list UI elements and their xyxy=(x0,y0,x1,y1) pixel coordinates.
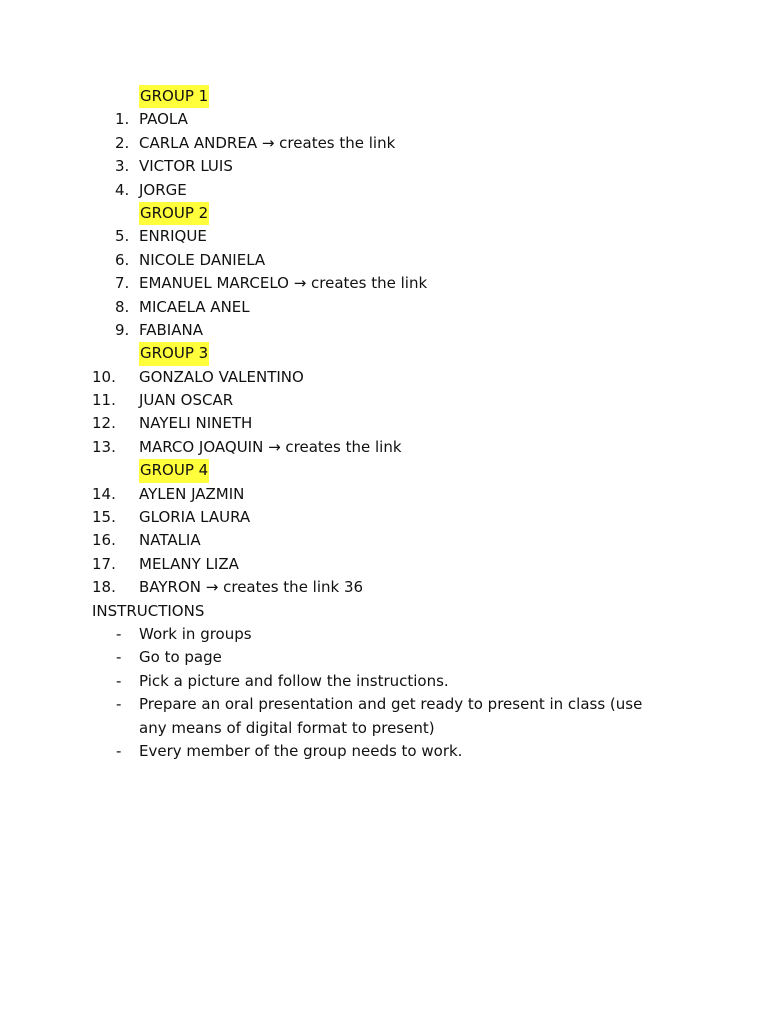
item-number: 11. xyxy=(92,391,116,410)
instruction-text: Go to page xyxy=(139,648,222,667)
bullet-dash: - xyxy=(116,695,122,714)
bullet-dash: - xyxy=(116,648,122,667)
item-number: 12. xyxy=(92,414,116,433)
list-item xyxy=(92,553,692,576)
list-item xyxy=(92,436,692,459)
list-item xyxy=(92,366,692,389)
item-number: 14. xyxy=(92,484,116,503)
item-number: 18. xyxy=(92,578,116,597)
member-name: AYLEN JAZMIN xyxy=(139,484,245,503)
group-heading-row xyxy=(92,459,692,482)
item-number: 10. xyxy=(92,367,116,386)
member-name: MELANY LIZA xyxy=(139,554,239,573)
member-name: CARLA ANDREA → creates the link xyxy=(139,133,396,152)
item-number: 16. xyxy=(92,531,116,550)
item-number: 6. xyxy=(115,250,130,269)
list-item xyxy=(92,272,692,295)
item-number: 9. xyxy=(115,320,130,339)
document-content xyxy=(92,85,692,763)
list-item xyxy=(92,483,692,506)
list-item xyxy=(92,576,692,599)
item-number: 15. xyxy=(92,508,116,527)
instructions-heading: INSTRUCTIONS xyxy=(92,601,205,620)
instruction-text: Work in groups xyxy=(139,624,252,643)
instructions-heading-row xyxy=(92,600,692,623)
member-name: NAYELI NINETH xyxy=(139,414,253,433)
instruction-item xyxy=(92,623,692,646)
instruction-text: Every member of the group needs to work. xyxy=(139,741,463,760)
group-heading-row xyxy=(92,85,692,108)
member-name: EMANUEL MARCELO → creates the link xyxy=(139,274,428,293)
list-item xyxy=(92,506,692,529)
instruction-item xyxy=(92,693,692,740)
list-item xyxy=(92,155,692,178)
member-name: JUAN OSCAR xyxy=(139,391,234,410)
group-heading-row xyxy=(92,342,692,365)
list-item xyxy=(92,296,692,319)
instruction-text: Pick a picture and follow the instructions. xyxy=(139,671,449,690)
member-name: MICAELA ANEL xyxy=(139,297,250,316)
instruction-item xyxy=(92,740,692,763)
item-number: 2. xyxy=(115,133,130,152)
member-name: BAYRON → creates the link 36 xyxy=(139,578,364,597)
list-item xyxy=(92,389,692,412)
list-item xyxy=(92,225,692,248)
member-name: NATALIA xyxy=(139,531,201,550)
member-name: MARCO JOAQUIN → creates the link xyxy=(139,437,402,456)
bullet-dash: - xyxy=(116,671,122,690)
group-label: GROUP 4 xyxy=(139,459,209,482)
item-number: 5. xyxy=(115,227,130,246)
item-number: 8. xyxy=(115,297,130,316)
item-number: 1. xyxy=(115,110,130,129)
list-item xyxy=(92,108,692,131)
list-item xyxy=(92,412,692,435)
list-item xyxy=(92,132,692,155)
member-name: NICOLE DANIELA xyxy=(139,250,266,269)
item-number: 17. xyxy=(92,554,116,573)
member-name: GLORIA LAURA xyxy=(139,508,251,527)
member-name: JORGE xyxy=(139,180,187,199)
group-label: GROUP 2 xyxy=(139,202,209,225)
item-number: 3. xyxy=(115,157,130,176)
member-name: ENRIQUE xyxy=(139,227,207,246)
member-name: VICTOR LUIS xyxy=(139,157,233,176)
list-item xyxy=(92,179,692,202)
member-name: FABIANA xyxy=(139,320,203,339)
group-label: GROUP 3 xyxy=(139,342,209,365)
instruction-text: Prepare an oral presentation and get ready to present in class (use any means of digital format to present) xyxy=(139,695,643,737)
item-number: 4. xyxy=(115,180,130,199)
list-item xyxy=(92,529,692,552)
bullet-dash: - xyxy=(116,741,122,760)
list-item xyxy=(92,319,692,342)
member-name: PAOLA xyxy=(139,110,188,129)
list-item xyxy=(92,249,692,272)
bullet-dash: - xyxy=(116,624,122,643)
member-name: GONZALO VALENTINO xyxy=(139,367,304,386)
group-heading-row xyxy=(92,202,692,225)
group-label: GROUP 1 xyxy=(139,85,209,108)
item-number: 7. xyxy=(115,274,130,293)
instruction-item xyxy=(92,670,692,693)
instruction-item xyxy=(92,646,692,669)
item-number: 13. xyxy=(92,437,116,456)
